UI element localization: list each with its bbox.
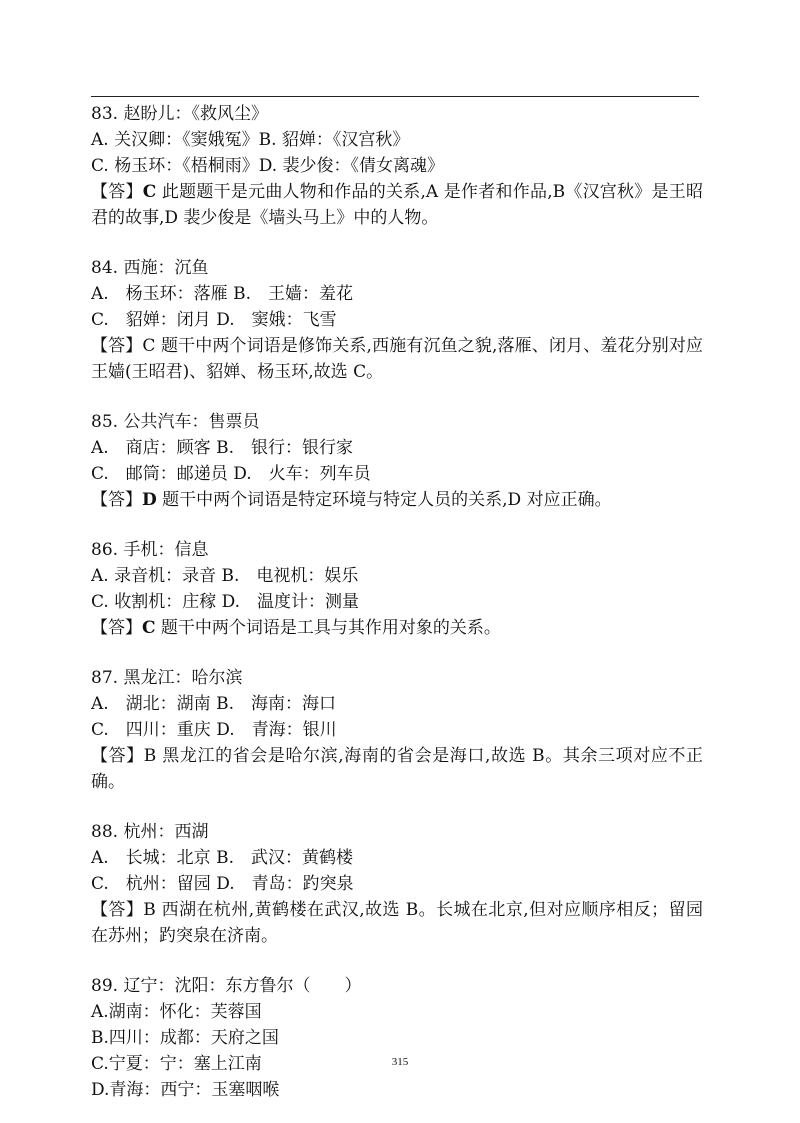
answer-text: 黑龙江的省会是哈尔滨,海南的省会是海口,故选 B。其余三项对应不正确。 — [91, 746, 704, 792]
question-option: C. 收割机：庄稼 D. 温度计：测量 — [91, 592, 360, 612]
question-option: A. 关汉卿：《窦娥冤》B. 貂婵：《汉宫秋》 — [91, 130, 410, 150]
page-number: 315 — [391, 1056, 409, 1068]
answer-explanation — [91, 179, 703, 231]
question-84 — [91, 255, 703, 385]
question-stem: 87. 黑龙江：哈尔滨 — [91, 668, 243, 688]
question-stem: 84. 西施：沉鱼 — [91, 258, 209, 278]
answer-explanation — [91, 743, 703, 795]
answer-key: B — [143, 746, 157, 766]
question-option: A.湖南：怀化：芙蓉国 — [91, 1002, 262, 1022]
question-87 — [91, 665, 703, 795]
question-option: A. 湖北：湖南 B. 海南：海口 — [91, 694, 336, 714]
answer-text: 此题题干是元曲人物和作品的关系,A 是作者和作品,B《汉宫秋》是王昭君的故事,D 裴少俊是《墙头马上》中的人物。 — [91, 182, 703, 228]
answer-prefix: 【答】 — [91, 900, 144, 920]
answer-prefix: 【答】 — [91, 618, 142, 638]
header-rule — [91, 96, 699, 97]
answer-key: B — [143, 900, 156, 920]
answer-text: 题干中两个词语是修饰关系,西施有沉鱼之貌,落雁、闭月、羞花分别对应王嫱(王昭君)、貂婵、杨玉环,故选 C。 — [91, 336, 704, 382]
answer-key: C — [142, 182, 157, 202]
answer-explanation — [91, 333, 703, 385]
question-option: A. 杨玉环：落雁 B. 王嫱：羞花 — [91, 284, 353, 304]
question-option: C. 貂婵：闭月 D. 窦娥：飞雪 — [91, 310, 337, 330]
question-option: C. 邮筒：邮递员 D. 火车：列车员 — [91, 464, 371, 484]
answer-explanation — [91, 615, 703, 641]
question-option: A. 商店：顾客 B. 银行：银行家 — [91, 438, 353, 458]
question-option: A. 录音机：录音 B. 电视机：娱乐 — [91, 566, 359, 586]
answer-prefix: 【答】 — [91, 746, 144, 766]
answer-explanation — [91, 487, 703, 513]
question-89 — [91, 973, 703, 1103]
page-content — [91, 101, 703, 1103]
answer-prefix: 【答】 — [91, 336, 143, 356]
question-stem: 86. 手机：信息 — [91, 540, 209, 560]
question-option: A. 长城：北京 B. 武汉：黄鹤楼 — [91, 848, 353, 868]
question-stem: 83. 赵盼儿：《救风尘》 — [91, 104, 268, 124]
question-85 — [91, 409, 703, 513]
answer-prefix: 【答】 — [91, 490, 142, 510]
question-stem: 89. 辽宁：沈阳：东方鲁尔（ ） — [91, 976, 362, 996]
answer-key: C — [142, 336, 156, 356]
question-option: B.四川：成都：天府之国 — [91, 1028, 279, 1048]
question-option: D.青海：西宁：玉塞咽喉 — [91, 1080, 280, 1100]
answer-key: C — [142, 618, 156, 638]
question-option: C.宁夏：宁：塞上江南 — [91, 1054, 262, 1074]
answer-key: D — [142, 490, 157, 510]
answer-text: 题干中两个词语是工具与其作用对象的关系。 — [155, 618, 501, 638]
answer-prefix: 【答】 — [91, 182, 143, 202]
answer-text: 题干中两个词语是特定环境与特定人员的关系,D 对应正确。 — [156, 490, 612, 510]
question-stem: 85. 公共汽车：售票员 — [91, 412, 260, 432]
question-option: C. 杭州：留园 D. 青岛：趵突泉 — [91, 874, 354, 894]
question-88 — [91, 819, 703, 949]
answer-explanation — [91, 897, 703, 949]
answer-text: 西湖在杭州,黄鹤楼在武汉,故选 B。长城在北京,但对应顺序相反；留园在苏州；趵突泉在济南。 — [91, 900, 703, 946]
question-option: C. 四川：重庆 D. 青海：银川 — [91, 720, 337, 740]
question-option: C. 杨玉环：《梧桐雨》D. 裴少俊：《倩女离魂》 — [91, 156, 445, 176]
question-86 — [91, 537, 703, 641]
question-83 — [91, 101, 703, 231]
question-stem: 88. 杭州：西湖 — [91, 822, 209, 842]
